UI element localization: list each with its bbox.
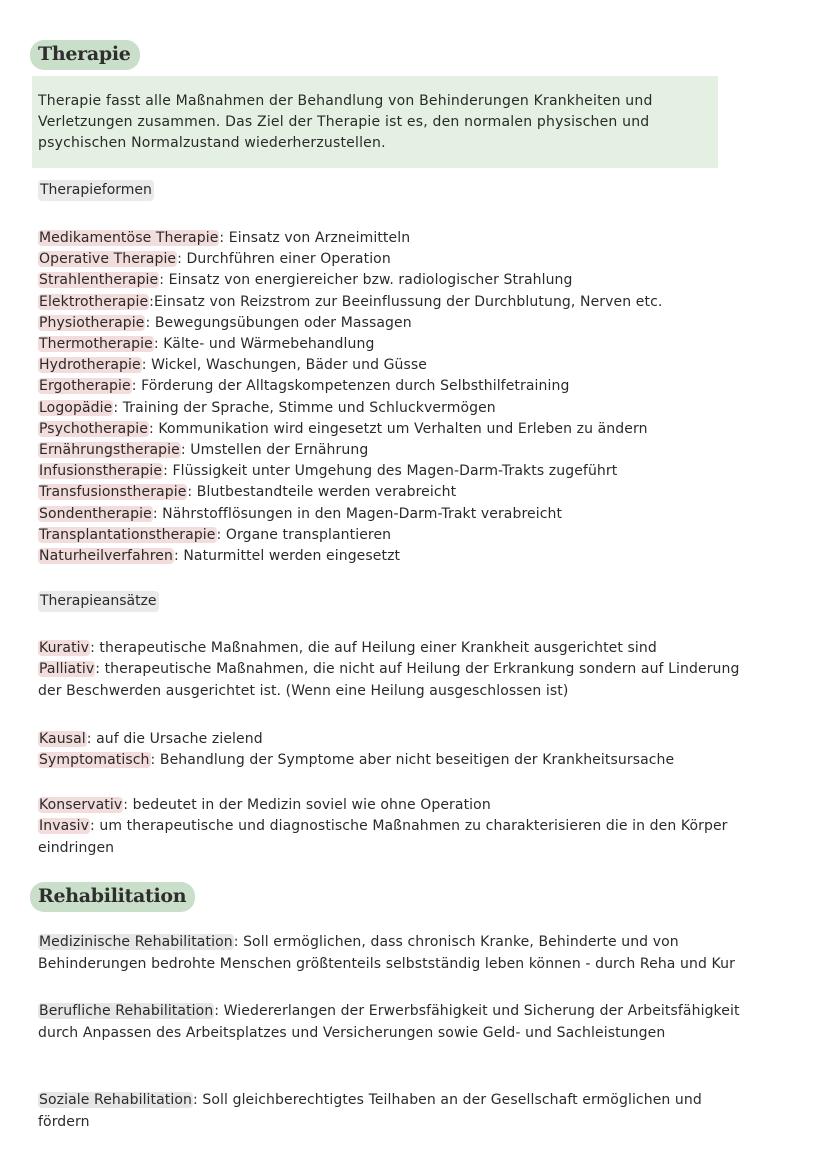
list-item: Ernährungstherapie: Umstellen der Ernährung [39, 442, 369, 459]
approach-invasiv: Invasiv: um therapeutische und diagnostische Maßnahmen zu charakterisieren die in den Körper eindringen [38, 818, 728, 856]
approach-konservativ: Konservativ: bedeutet in der Medizin soviel wie ohne Operation [39, 797, 491, 813]
list-item: Sondentherapie: Nährstofflösungen in den Magen-Darm-Trakt verabreicht [39, 505, 563, 522]
therapieformen-subheading: Therapieformen [38, 180, 154, 201]
therapieformen-list [38, 228, 798, 567]
list-item: Psychotherapie: Kommunikation wird eingesetzt um Verhalten und Erleben zu ändern [39, 420, 648, 437]
approach-palliativ: Palliativ: therapeutische Maßnahmen, die nicht auf Heilung der Erkrankung sondern auf Linderung der Beschwerden ausgerichtet ist. (Wenn eine Heilung ausgeschlossen ist) [38, 661, 740, 699]
list-item: Transplantationstherapie: Organe transplantieren [39, 526, 392, 543]
therapieansaetze-subheading: Therapieansätze [38, 591, 159, 612]
approach-kurativ: Kurativ: therapeutische Maßnahmen, die auf Heilung einer Krankheit ausgerichtet sind [39, 640, 657, 656]
approach-kausal: Kausal: auf die Ursache zielend [39, 731, 263, 747]
list-item: Medikamentöse Therapie: Einsatz von Arzneimitteln [39, 230, 411, 246]
list-item: Thermotherapie: Kälte- und Wärmebehandlung [39, 336, 375, 353]
list-item: Naturheilverfahren: Naturmittel werden eingesetzt [39, 548, 401, 565]
list-item: Transfusionstherapie: Blutbestandteile werden verabreicht [39, 484, 457, 501]
list-item: Elektrotherapie:Einsatz von Reizstrom zur Beeinflussung der Durchblutung, Nerven etc. [39, 293, 663, 310]
list-item: Strahlentherapie: Einsatz von energiereicher bzw. radiologischer Strahlung [39, 272, 573, 289]
therapie-definition: Therapie fasst alle Maßnahmen der Behandlung von Behinderungen Krankheiten und Verletzungen zusammen. Das Ziel der Therapie ist es, den normalen physischen und psychischen Normalzustand wiederherzustellen. [38, 93, 653, 151]
rehabilitation-heading: Rehabilitation [30, 882, 195, 912]
approach-symptomatisch: Symptomatisch: Behandlung der Symptome aber nicht beseitigen der Krankheitsursache [39, 752, 675, 768]
list-item: Physiotherapie: Bewegungsübungen oder Massagen [39, 314, 412, 331]
list-item: Logopädie: Training der Sprache, Stimme und Schluckvermögen [39, 399, 496, 416]
therapie-heading: Therapie [30, 40, 140, 70]
list-item: Operative Therapie: Durchführen einer Operation [39, 251, 391, 268]
list-item: Hydrotherapie: Wickel, Waschungen, Bäder und Güsse [39, 357, 428, 374]
list-item: Ergotherapie: Förderung der Alltagskompetenzen durch Selbsthilfetraining [39, 378, 570, 395]
list-item: Infusionstherapie: Flüssigkeit unter Umgehung des Magen-Darm-Trakts zugeführt [39, 463, 618, 480]
reha-medizinisch: Medizinische Rehabilitation: Soll ermöglichen, dass chronisch Kranke, Behinderte und von Behinderungen bedrohte Menschen größtenteils selbstständig leben können - durch Reha und Kur [38, 934, 735, 972]
reha-beruflich: Berufliche Rehabilitation: Wiedererlangen der Erwerbsfähigkeit und Sicherung der Arbeitsfähigkeit durch Anpassen des Arbeitsplatzes und Versicherungen sowie Geld- und Sachleistungen [38, 1003, 740, 1041]
reha-sozial: Soziale Rehabilitation: Soll gleichberechtigtes Teilhaben an der Gesellschaft ermöglichen und fördern [38, 1092, 702, 1130]
